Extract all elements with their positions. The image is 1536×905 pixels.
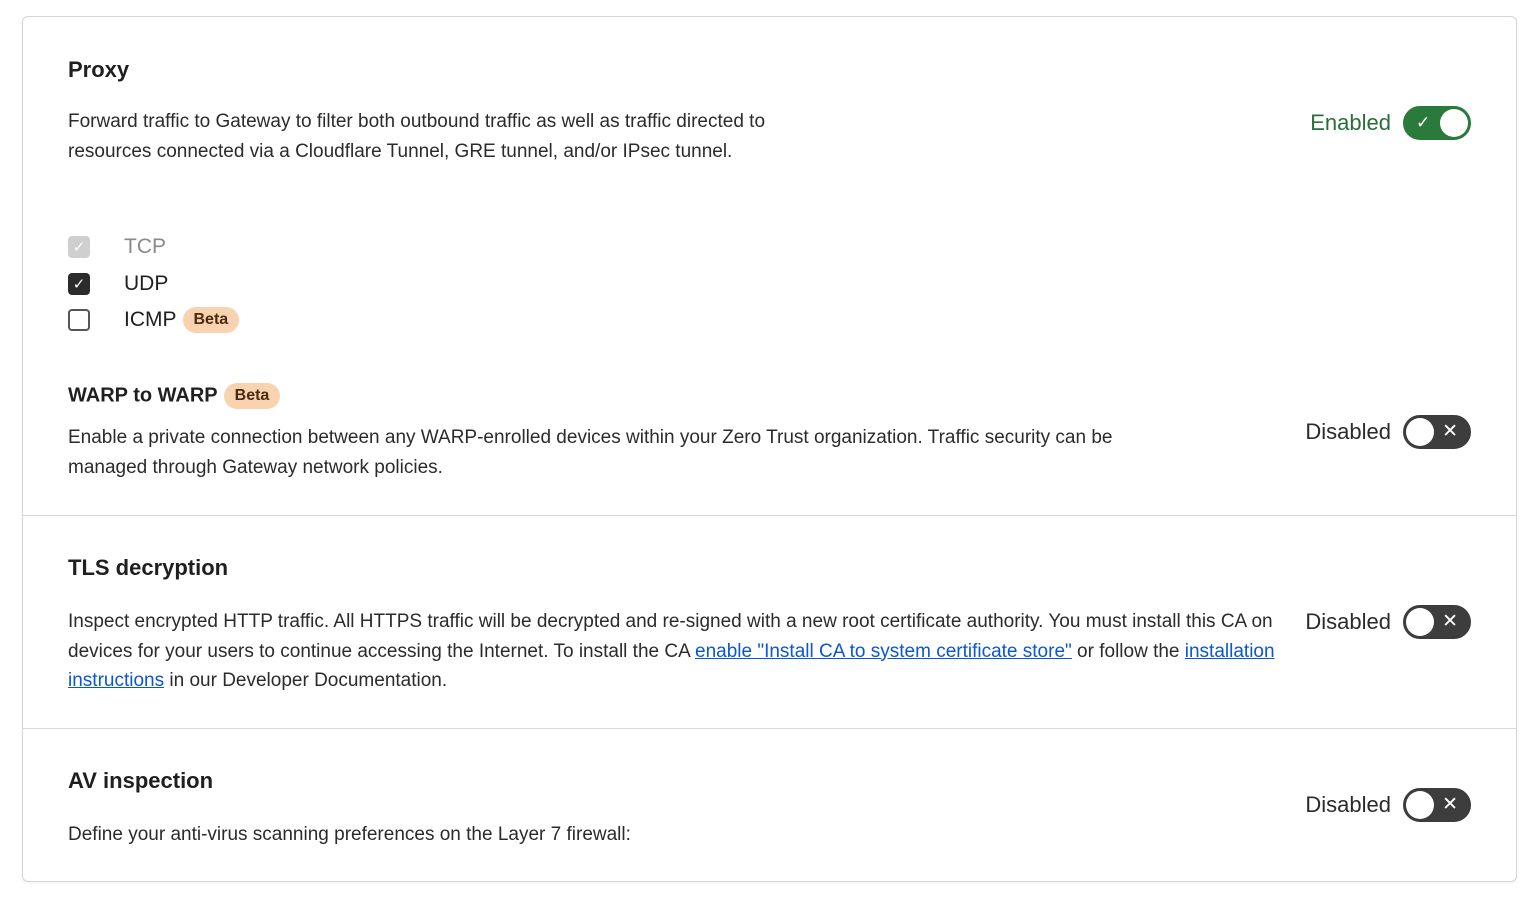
tls-section: [23, 516, 1516, 728]
tls-toggle-group: [1305, 605, 1471, 639]
close-icon: ✕: [1442, 611, 1458, 632]
tls-status-label: Disabled: [1305, 609, 1391, 634]
protocol-icmp-row: [68, 307, 239, 333]
tls-desc-text-3: in our Developer Documentation.: [164, 670, 448, 691]
tls-title: TLS decryption: [68, 555, 229, 580]
icmp-checkbox[interactable]: [68, 309, 90, 331]
close-icon: ✕: [1442, 421, 1458, 442]
proxy-status-label: Enabled: [1310, 110, 1391, 135]
warp-description: Enable a private connection between any WARP-enrolled devices within your Zero Trust organization. Traffic security can be managed through Gateway network policies.: [68, 427, 1113, 478]
tls-desc-text-2: or follow the: [1071, 640, 1185, 662]
proxy-section: [23, 17, 1516, 515]
proxy-description: Forward traffic to Gateway to filter both outbound traffic as well as traffic directed to resources connected via a Cloudflare Tunnel, GRE tunnel, and/or IPsec tunnel.: [68, 111, 766, 162]
warp-toggle[interactable]: [1403, 415, 1471, 449]
av-toggle[interactable]: [1403, 788, 1471, 822]
proxy-toggle-group: [1310, 106, 1471, 140]
tls-desc-text-1: Inspect encrypted HTTP traffic. All HTTPS traffic will be decrypted and re-signed with a new root certificate authority. You must install this CA on devices for your users to continue accessing the Internet. To install the CA: [68, 611, 1273, 662]
warp-beta-badge: Beta: [224, 383, 281, 409]
check-icon: ✓: [1416, 113, 1431, 132]
protocol-tcp-row: [68, 235, 166, 259]
udp-label: UDP: [124, 272, 169, 295]
check-icon: ✓: [72, 276, 86, 293]
udp-checkbox[interactable]: [68, 273, 90, 295]
tcp-label: TCP: [124, 235, 166, 258]
toggle-knob: [1406, 791, 1434, 819]
installation-instructions-link[interactable]: installation instructions: [68, 640, 1275, 691]
close-icon: ✕: [1442, 794, 1458, 815]
toggle-knob: [1406, 608, 1434, 636]
warp-toggle-group: [1305, 415, 1471, 449]
toggle-knob: [1440, 109, 1468, 137]
av-status-label: Disabled: [1305, 792, 1391, 817]
toggle-knob: [1406, 418, 1434, 446]
av-toggle-group: [1305, 788, 1471, 822]
proxy-toggle[interactable]: [1403, 106, 1471, 140]
warp-status-label: Disabled: [1305, 419, 1391, 444]
settings-card: [22, 16, 1517, 882]
av-description: Define your anti-virus scanning preferences on the Layer 7 firewall:: [68, 824, 631, 845]
check-icon: ✓: [72, 239, 86, 256]
icmp-label: ICMP: [124, 308, 177, 331]
av-section: [23, 729, 1516, 882]
install-ca-link[interactable]: enable "Install CA to system certificate store": [695, 640, 1072, 662]
warp-title-text: WARP to WARP: [68, 384, 218, 407]
protocol-udp-row: [68, 272, 168, 296]
tls-description: [68, 607, 1293, 696]
tcp-checkbox[interactable]: [68, 236, 90, 258]
av-title: AV inspection: [68, 768, 214, 793]
warp-title: [68, 383, 280, 409]
proxy-title: Proxy: [68, 57, 130, 82]
icmp-beta-badge: Beta: [183, 307, 240, 333]
tls-toggle[interactable]: [1403, 605, 1471, 639]
